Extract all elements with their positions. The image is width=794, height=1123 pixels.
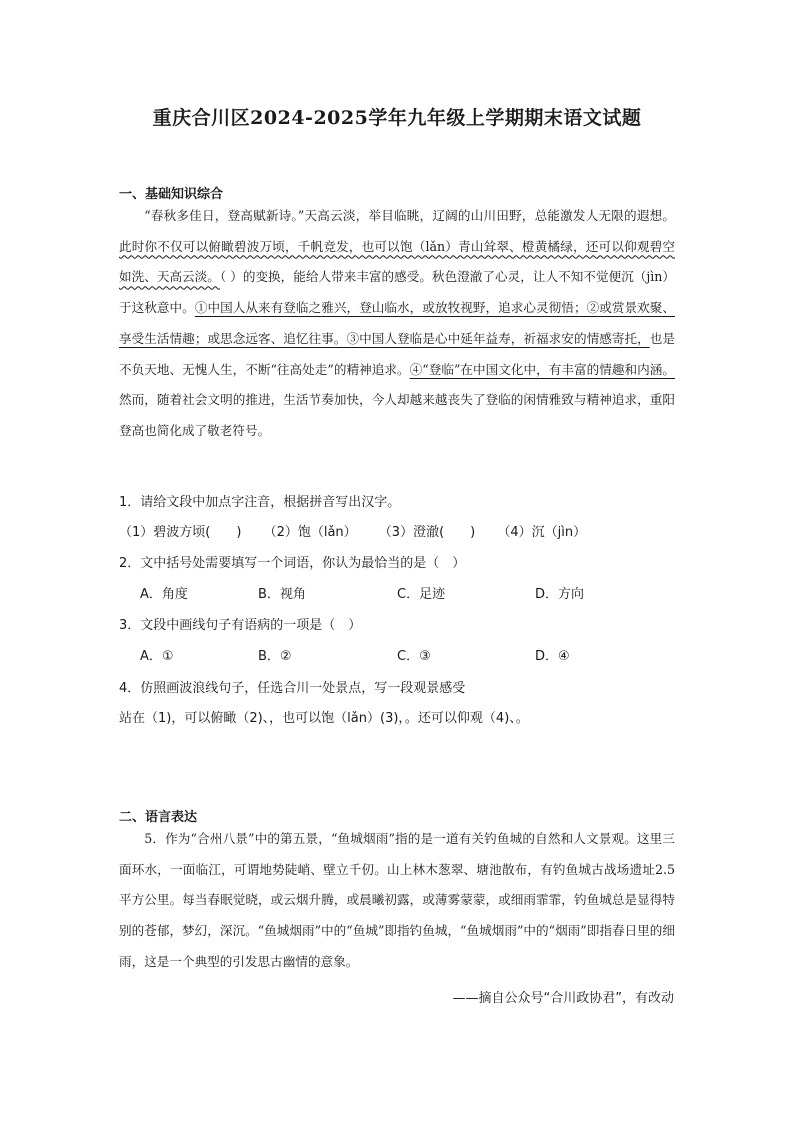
q1-item: （1）碧波方顷( ) — [119, 525, 242, 540]
q1-item: （4）沉（jìn） — [497, 525, 587, 540]
option-a[interactable]: A．① — [140, 649, 174, 664]
option-b[interactable]: B．② — [258, 649, 292, 664]
passage-paragraph — [119, 201, 675, 447]
page-title: 重庆合川区2024-2025学年九年级上学期期末语文试题 — [152, 107, 642, 129]
question-4-stem: 4．仿照画波浪线句子，任选合川一处景点，写一段观景感受 — [119, 681, 466, 696]
option-c[interactable]: C．③ — [397, 649, 431, 664]
question-3-stem: 3．文段中画线句子有语病的一项是（ ） — [119, 618, 362, 633]
question-2-stem: 2．文中括号处需要填写一个词语，你认为最恰当的是（ ） — [119, 556, 466, 571]
source-attribution: ——摘自公众号“合川政协君”，有改动 — [452, 991, 674, 1006]
underlined-sentences: ①中国人从来有登临之雅兴，登山临水，或放牧视野，追求心灵彻悟；②或赏景欢聚、享受生活情趣；或思念远客、追忆往事。③中国人登临是心中延年益寿，祈福求安的情感寄托， — [119, 300, 676, 346]
option-c[interactable]: C．足迹 — [397, 587, 446, 602]
option-a[interactable]: A．角度 — [140, 587, 188, 602]
q1-item: （3）澄澈( ) — [378, 525, 476, 540]
passage-text: “春秋多佳日，登高赋新诗。”天高云淡，举目临眺，辽阔的山川田野，总能激发人无限的遐想。 — [144, 208, 675, 223]
wavy-underlined-sentence: 此时你不仅可以俯瞰碧波万顷，千帆竞发，也可以饱（lǎn）青山耸翠、橙黄橘绿，还可以仰观碧空如洗、天高云淡。 — [119, 238, 675, 285]
section-heading-1: 一、基础知识综合 — [119, 187, 224, 202]
question-4-answer-line: 站在（1)，可以俯瞰（2)、，也可以饱（lǎn）(3)，。还可以仰观（4)、。 — [119, 711, 529, 726]
option-d[interactable]: D．④ — [535, 649, 570, 664]
passage-text: 也是不负天地、无愧人生，不断“往高处走”的精神追求。 — [119, 330, 676, 377]
reading-passage-1 — [119, 201, 675, 447]
reading-passage-2 — [119, 824, 675, 978]
option-b[interactable]: B．视角 — [258, 587, 306, 602]
passage-text: 然而，随着社会文明的推进，生活节奏加快，今人却越来越丧失了登临的闲情雅致与精神追求，重阳登高也简化成了敬老符号。 — [119, 392, 675, 438]
option-d[interactable]: D．方向 — [535, 587, 585, 602]
underlined-sentence-4: ④“登临”在中国文化中，有丰富的情趣和内涵。 — [409, 361, 675, 377]
passage-text: （ ）的变换，能给人带来丰富的感受。秋色澄澈了心灵，让人不知不觉便沉（jìn）于这秋意中。 — [119, 269, 676, 316]
question-1-items — [119, 521, 679, 540]
section-heading-2: 二、语言表达 — [119, 810, 198, 825]
passage-paragraph: 5．作为“合州八景”中的第五景，“鱼城烟雨”指的是一道有关钓鱼城的自然和人文景观。这里三面环水，一面临江，可谓地势陡峭、壁立千仞。山上林木葱翠、塘池散布，有钓鱼城古战场遗址2.5平方公里。每当春眠觉晓，或云烟升腾，或晨曦初露，或薄雾蒙蒙，或细雨霏霏，钓鱼城总是显得特别的苍郁，梦幻，深沉。“鱼城烟雨”中的“鱼城”即指钓鱼城，“鱼城烟雨”中的“烟雨”即指春日里的细雨，这是一个典型的引发思古幽情的意象。 — [119, 831, 675, 969]
q1-item: （2）饱（lǎn） — [263, 525, 357, 540]
question-1-stem: 1．请给文段中加点字注音，根据拼音写出汉字。 — [119, 495, 401, 510]
